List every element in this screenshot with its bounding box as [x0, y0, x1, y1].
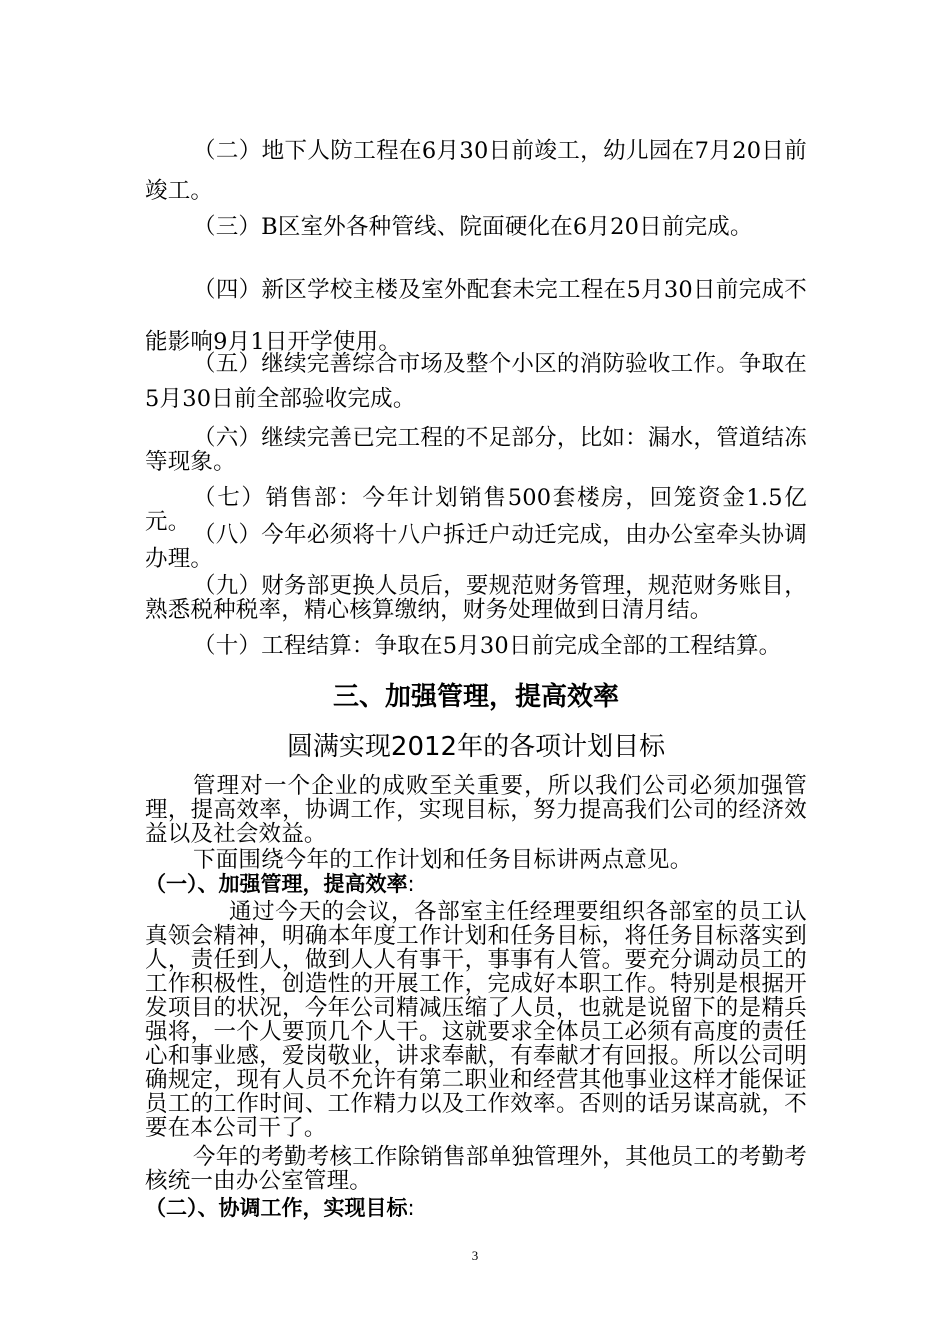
section-subtitle: 圆满实现2012年的各项计划目标: [286, 732, 666, 762]
section-title: 三、加强管理，提高效率: [332, 682, 619, 712]
plan-item-5: （五）继续完善综合市场及整个小区的消防验收工作。争取在5月30日前全部验收完成。: [145, 351, 807, 412]
plan-item-4: （四）新区学校主楼及室外配套未完工程在5月30日前完成不能影响9月1日开学使用。: [145, 277, 807, 355]
plan-item-2: （二）地下人防工程在6月30日前竣工，幼儿园在7月20日前竣工。: [145, 138, 807, 204]
subsection-2-title-text: （二）、协调工作，实现目标: [145, 1196, 408, 1220]
page-number: 3: [471, 1248, 479, 1263]
subsection-1-attendance: 今年的考勤考核工作除销售部单独管理外，其他员工的考勤考核统一由办公室管理。: [145, 1144, 807, 1194]
section-intro: 管理对一个企业的成败至关重要，所以我们公司必须加强管理，提高效率，协调工作，实现目标，努力提高我们公司的经济效益以及社会效益。: [145, 773, 807, 847]
subsection-1-title-text: （一）、加强管理，提高效率: [145, 872, 408, 896]
plan-item-6: （六）继续完善已完工程的不足部分，比如：漏水，管道结冻等现象。: [145, 425, 807, 475]
plan-item-7: （七）销售部：今年计划销售500套楼房，回笼资金1.5亿元。: [145, 485, 807, 535]
plan-item-3: （三）B区室外各种管线、院面硬化在6月20日前完成。: [193, 214, 753, 240]
subsection-1-colon: :: [407, 872, 415, 896]
plan-item-8: （八）今年必须将十八户拆迁户动迁完成，由办公室牵头协调办理。: [145, 522, 807, 572]
plan-item-9: （九）财务部更换人员后，要规范财务管理，规范财务账目，熟悉税种税率，精心核算缴纳，财务处理做到日清月结。: [145, 573, 807, 623]
plan-item-10: （十）工程结算：争取在5月30日前完成全部的工程结算。: [193, 633, 782, 659]
subsection-2-colon: :: [407, 1196, 415, 1220]
subsection-2-title: [145, 1196, 807, 1220]
section-lead: 下面围绕今年的工作计划和任务目标讲两点意见。: [193, 847, 693, 873]
subsection-1-body: 通过今天的会议，各部室主任经理要组织各部室的员工认真领会精神，明确本年度工作计划和任务目标，将任务目标落实到人，责任到人，做到人人有事干，事事有人管。要充分调动员工的工作积极性，创造性的开展工作，完成好本职工作。特别是根据开发项目的状况，今年公司精减压缩了人员，也就是说留下的是精兵强将，一个人要顶几个人干。这就要求全体员工必须有高度的责任心和事业感，爱岗敬业，讲求奉献，有奉献才有回报。所以公司明确规定，现有人员不允许有第二职业和经营其他事业这样才能保证员工的工作时间、工作精力以及工作效率。否则的话另谋高就，不要在本公司干了。: [145, 899, 807, 1141]
subsection-1-title: [145, 872, 807, 896]
